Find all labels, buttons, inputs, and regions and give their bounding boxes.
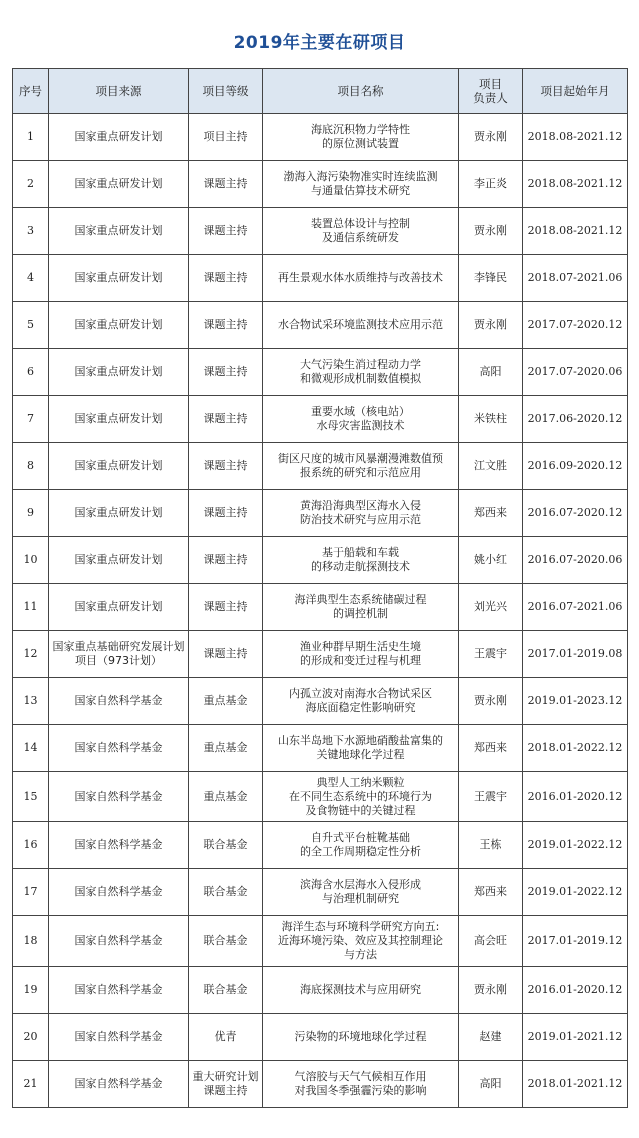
row-period-cell bbox=[523, 916, 628, 967]
row-level: 课题主持 bbox=[203, 224, 248, 237]
row-period-cell bbox=[523, 725, 628, 772]
row-leader-cell bbox=[459, 869, 523, 916]
row-period-cell bbox=[523, 1061, 628, 1108]
row-index: 18 bbox=[23, 934, 38, 947]
table-row bbox=[13, 537, 628, 584]
row-name-cell bbox=[263, 302, 459, 349]
row-source: 国家自然科学基金 bbox=[74, 983, 163, 996]
row-index-cell bbox=[13, 584, 49, 631]
table-row bbox=[13, 822, 628, 869]
row-source-cell bbox=[49, 114, 189, 161]
row-index-cell bbox=[13, 537, 49, 584]
row-index: 7 bbox=[27, 412, 34, 425]
row-name: 大气污染生消过程动力学 和微观形成机制数值模拟 bbox=[300, 358, 421, 385]
row-source: 国家自然科学基金 bbox=[74, 789, 163, 803]
row-level-cell bbox=[189, 1061, 263, 1108]
row-leader: 贾永刚 bbox=[474, 224, 507, 237]
row-level-cell bbox=[189, 490, 263, 537]
row-period-cell bbox=[523, 822, 628, 869]
row-index: 6 bbox=[27, 365, 34, 378]
row-period-cell bbox=[523, 490, 628, 537]
row-leader-cell bbox=[459, 1061, 523, 1108]
row-name: 水合物试采环境监测技术应用示范 bbox=[278, 318, 443, 331]
row-name: 自升式平台桩靴基础 的全工作周期稳定性分析 bbox=[300, 831, 421, 858]
row-leader: 郑西来 bbox=[474, 506, 507, 519]
row-source-cell bbox=[49, 396, 189, 443]
row-source-cell bbox=[49, 678, 189, 725]
row-index: 19 bbox=[23, 983, 38, 996]
row-source: 国家重点基础研究发展计划项目（973计划） bbox=[52, 640, 185, 667]
row-level-cell bbox=[189, 869, 263, 916]
row-leader-cell bbox=[459, 349, 523, 396]
row-level: 优青 bbox=[214, 1030, 237, 1043]
projects-table bbox=[12, 68, 628, 1108]
row-source: 国家自然科学基金 bbox=[74, 1077, 163, 1090]
row-leader: 赵建 bbox=[479, 1030, 502, 1043]
row-index: 20 bbox=[23, 1030, 38, 1043]
row-source-cell bbox=[49, 161, 189, 208]
row-index-cell bbox=[13, 208, 49, 255]
row-period: 2018.08-2021.12 bbox=[527, 177, 623, 190]
row-name: 街区尺度的城市风暴潮漫滩数值预 报系统的研究和示范应用 bbox=[278, 452, 443, 479]
row-source: 国家重点研发计划 bbox=[74, 459, 163, 472]
table-row bbox=[13, 349, 628, 396]
row-leader: 郑西来 bbox=[474, 741, 507, 754]
row-index: 15 bbox=[23, 789, 38, 803]
row-name-cell bbox=[263, 1061, 459, 1108]
row-leader: 王震宇 bbox=[474, 789, 507, 803]
row-name-cell bbox=[263, 490, 459, 537]
row-index: 12 bbox=[23, 647, 38, 660]
row-leader-cell bbox=[459, 161, 523, 208]
row-leader: 李锋民 bbox=[474, 271, 507, 284]
row-level-cell bbox=[189, 114, 263, 161]
row-name: 黄海沿海典型区海水入侵 防治技术研究与应用示范 bbox=[300, 499, 421, 526]
table-row bbox=[13, 584, 628, 631]
row-source-cell bbox=[49, 584, 189, 631]
row-period-cell bbox=[523, 161, 628, 208]
row-level-cell bbox=[189, 967, 263, 1014]
row-period-cell bbox=[523, 114, 628, 161]
row-name-cell bbox=[263, 443, 459, 490]
row-name-cell bbox=[263, 822, 459, 869]
row-index-cell bbox=[13, 916, 49, 967]
row-index: 4 bbox=[27, 271, 34, 284]
row-level: 重点基金 bbox=[203, 789, 248, 803]
row-period: 2017.01-2019.08 bbox=[527, 647, 623, 660]
table-row bbox=[13, 772, 628, 822]
row-level-cell bbox=[189, 916, 263, 967]
row-leader-cell bbox=[459, 537, 523, 584]
header-level: 项目等级 bbox=[189, 69, 263, 114]
row-name-cell bbox=[263, 772, 459, 822]
row-index: 5 bbox=[27, 318, 34, 331]
row-source: 国家重点研发计划 bbox=[74, 412, 163, 425]
row-name: 再生景观水体水质维持与改善技术 bbox=[278, 271, 443, 284]
header-source: 项目来源 bbox=[49, 69, 189, 114]
row-name: 海洋典型生态系统储碳过程 的调控机制 bbox=[294, 593, 427, 620]
row-source: 国家重点研发计划 bbox=[74, 318, 163, 331]
row-level: 重点基金 bbox=[203, 694, 248, 707]
row-period: 2018.08-2021.12 bbox=[527, 224, 623, 237]
row-level: 课题主持 bbox=[203, 506, 248, 519]
row-leader-cell bbox=[459, 443, 523, 490]
row-level: 课题主持 bbox=[203, 177, 248, 190]
table-row bbox=[13, 725, 628, 772]
row-level: 联合基金 bbox=[203, 983, 248, 996]
row-name-cell bbox=[263, 967, 459, 1014]
row-index: 2 bbox=[27, 177, 34, 190]
row-period: 2017.06-2020.12 bbox=[527, 412, 623, 425]
row-level-cell bbox=[189, 1014, 263, 1061]
row-index-cell bbox=[13, 678, 49, 725]
row-source-cell bbox=[49, 208, 189, 255]
row-level: 重大研究计划课题主持 bbox=[192, 1070, 259, 1097]
row-period-cell bbox=[523, 678, 628, 725]
row-name: 典型人工纳米颗粒 在不同生态系统中的环境行为 及食物链中的关键过程 bbox=[289, 775, 432, 817]
row-level-cell bbox=[189, 822, 263, 869]
row-period-cell bbox=[523, 631, 628, 678]
page-title: 2019年主要在研项目 bbox=[233, 33, 406, 53]
row-level: 项目主持 bbox=[203, 130, 248, 143]
table-row bbox=[13, 967, 628, 1014]
row-name: 污染物的环境地球化学过程 bbox=[294, 1030, 427, 1043]
row-name-cell bbox=[263, 161, 459, 208]
row-index-cell bbox=[13, 443, 49, 490]
table-row bbox=[13, 490, 628, 537]
row-index: 13 bbox=[23, 694, 38, 707]
row-leader-cell bbox=[459, 678, 523, 725]
row-level: 联合基金 bbox=[203, 885, 248, 898]
row-period: 2016.09-2020.12 bbox=[527, 459, 623, 472]
row-source-cell bbox=[49, 725, 189, 772]
header-row bbox=[13, 69, 628, 114]
row-period: 2016.07-2020.12 bbox=[527, 506, 623, 519]
row-level: 课题主持 bbox=[203, 459, 248, 472]
row-index: 11 bbox=[23, 600, 38, 613]
row-level-cell bbox=[189, 678, 263, 725]
row-source-cell bbox=[49, 967, 189, 1014]
row-leader-cell bbox=[459, 114, 523, 161]
row-level-cell bbox=[189, 208, 263, 255]
row-name-cell bbox=[263, 584, 459, 631]
row-index-cell bbox=[13, 822, 49, 869]
row-name-cell bbox=[263, 349, 459, 396]
row-name: 滨海含水层海水入侵形成 与治理机制研究 bbox=[300, 878, 421, 905]
row-index-cell bbox=[13, 967, 49, 1014]
row-period: 2019.01-2021.12 bbox=[527, 1030, 623, 1043]
row-leader: 贾永刚 bbox=[474, 694, 507, 707]
row-level-cell bbox=[189, 443, 263, 490]
row-name: 渔业种群早期生活史生境 的形成和变迁过程与机理 bbox=[300, 640, 421, 667]
row-source: 国家重点研发计划 bbox=[74, 130, 163, 143]
row-name: 气溶胶与天气气候相互作用 对我国冬季强霾污染的影响 bbox=[294, 1070, 427, 1097]
row-leader-cell bbox=[459, 822, 523, 869]
row-level: 课题主持 bbox=[203, 318, 248, 331]
row-source: 国家重点研发计划 bbox=[74, 271, 163, 284]
row-level: 联合基金 bbox=[203, 934, 248, 947]
row-index: 17 bbox=[23, 885, 38, 898]
header-period: 项目起始年月 bbox=[523, 69, 628, 114]
row-name-cell bbox=[263, 916, 459, 967]
row-index-cell bbox=[13, 1061, 49, 1108]
row-index-cell bbox=[13, 349, 49, 396]
row-leader: 李正炎 bbox=[474, 177, 507, 190]
row-name: 内孤立波对南海水合物试采区 海底面稳定性影响研究 bbox=[289, 687, 432, 714]
row-period: 2016.07-2021.06 bbox=[527, 600, 623, 613]
row-period-cell bbox=[523, 537, 628, 584]
row-name-cell bbox=[263, 396, 459, 443]
row-source: 国家自然科学基金 bbox=[74, 885, 163, 898]
row-name-cell bbox=[263, 725, 459, 772]
table-row bbox=[13, 114, 628, 161]
row-name-cell bbox=[263, 1014, 459, 1061]
row-leader-cell bbox=[459, 255, 523, 302]
row-level-cell bbox=[189, 255, 263, 302]
row-name: 海洋生态与环境科学研究方向五: 近海环境污染、效应及其控制理论 与方法 bbox=[278, 920, 443, 961]
row-source: 国家重点研发计划 bbox=[74, 177, 163, 190]
row-source-cell bbox=[49, 822, 189, 869]
row-name-cell bbox=[263, 537, 459, 584]
row-index-cell bbox=[13, 396, 49, 443]
row-index: 3 bbox=[27, 224, 34, 237]
row-leader: 江文胜 bbox=[474, 459, 507, 472]
row-leader-cell bbox=[459, 631, 523, 678]
row-leader-cell bbox=[459, 967, 523, 1014]
row-period: 2016.01-2020.12 bbox=[527, 983, 623, 996]
row-leader: 高阳 bbox=[479, 365, 502, 378]
table-row bbox=[13, 1061, 628, 1108]
row-source: 国家自然科学基金 bbox=[74, 934, 163, 947]
row-leader-cell bbox=[459, 490, 523, 537]
row-period-cell bbox=[523, 1014, 628, 1061]
row-level-cell bbox=[189, 161, 263, 208]
row-index: 8 bbox=[27, 459, 34, 472]
row-name: 渤海入海污染物准实时连续监测 与通量估算技术研究 bbox=[283, 170, 438, 197]
row-leader-cell bbox=[459, 725, 523, 772]
row-level-cell bbox=[189, 349, 263, 396]
row-source-cell bbox=[49, 255, 189, 302]
row-leader: 高阳 bbox=[479, 1077, 502, 1090]
row-index-cell bbox=[13, 161, 49, 208]
table-row bbox=[13, 1014, 628, 1061]
row-period: 2016.01-2020.12 bbox=[527, 789, 623, 803]
table-row bbox=[13, 678, 628, 725]
row-leader-cell bbox=[459, 208, 523, 255]
row-source-cell bbox=[49, 490, 189, 537]
row-level-cell bbox=[189, 631, 263, 678]
row-source-cell bbox=[49, 1061, 189, 1108]
row-period: 2018.07-2021.06 bbox=[527, 271, 623, 284]
row-name-cell bbox=[263, 208, 459, 255]
row-level: 重点基金 bbox=[203, 741, 248, 754]
row-level-cell bbox=[189, 772, 263, 822]
row-period-cell bbox=[523, 208, 628, 255]
row-leader: 贾永刚 bbox=[474, 318, 507, 331]
row-name: 重要水域（核电站） 水母灾害监测技术 bbox=[311, 405, 410, 432]
table-row bbox=[13, 208, 628, 255]
row-index: 10 bbox=[23, 553, 38, 566]
row-period-cell bbox=[523, 443, 628, 490]
row-level: 课题主持 bbox=[203, 647, 248, 660]
table-row bbox=[13, 916, 628, 967]
row-leader: 刘光兴 bbox=[474, 600, 507, 613]
row-period-cell bbox=[523, 396, 628, 443]
table-row bbox=[13, 161, 628, 208]
row-index: 14 bbox=[23, 741, 38, 754]
row-index: 1 bbox=[27, 130, 34, 143]
row-period-cell bbox=[523, 869, 628, 916]
row-name-cell bbox=[263, 678, 459, 725]
row-name: 山东半岛地下水源地硝酸盐富集的 关键地球化学过程 bbox=[278, 734, 443, 761]
row-index-cell bbox=[13, 302, 49, 349]
row-period: 2018.08-2021.12 bbox=[527, 130, 623, 143]
row-period-cell bbox=[523, 302, 628, 349]
row-period-cell bbox=[523, 349, 628, 396]
row-index-cell bbox=[13, 631, 49, 678]
row-leader: 王震宇 bbox=[474, 647, 507, 660]
row-index-cell bbox=[13, 725, 49, 772]
row-period: 2019.01-2023.12 bbox=[527, 694, 623, 707]
header-leader-label: 项目 负责人 bbox=[473, 77, 508, 105]
row-level-cell bbox=[189, 584, 263, 631]
row-index: 16 bbox=[23, 838, 38, 851]
row-name: 装置总体设计与控制 及通信系统研发 bbox=[311, 217, 410, 244]
table-row bbox=[13, 869, 628, 916]
row-index-cell bbox=[13, 490, 49, 537]
row-source-cell bbox=[49, 1014, 189, 1061]
row-period-cell bbox=[523, 967, 628, 1014]
header-index: 序号 bbox=[13, 69, 49, 114]
row-leader-cell bbox=[459, 916, 523, 967]
row-leader-cell bbox=[459, 302, 523, 349]
row-level: 课题主持 bbox=[203, 553, 248, 566]
row-source: 国家重点研发计划 bbox=[74, 506, 163, 519]
row-leader: 姚小红 bbox=[474, 553, 507, 566]
row-name-cell bbox=[263, 869, 459, 916]
row-period: 2016.07-2020.06 bbox=[527, 553, 623, 566]
table-row bbox=[13, 396, 628, 443]
row-leader-cell bbox=[459, 584, 523, 631]
row-index: 9 bbox=[27, 506, 34, 519]
row-source-cell bbox=[49, 443, 189, 490]
row-index: 21 bbox=[23, 1077, 38, 1090]
table-row bbox=[13, 302, 628, 349]
row-level: 联合基金 bbox=[203, 838, 248, 851]
row-level: 课题主持 bbox=[203, 271, 248, 284]
row-source-cell bbox=[49, 772, 189, 822]
row-index-cell bbox=[13, 114, 49, 161]
row-leader: 郑西来 bbox=[474, 885, 507, 898]
row-period-cell bbox=[523, 772, 628, 822]
row-source-cell bbox=[49, 869, 189, 916]
row-source: 国家重点研发计划 bbox=[74, 224, 163, 237]
row-level: 课题主持 bbox=[203, 365, 248, 378]
row-index-cell bbox=[13, 772, 49, 822]
row-leader: 高会旺 bbox=[474, 934, 507, 947]
row-source: 国家自然科学基金 bbox=[74, 694, 163, 707]
row-index-cell bbox=[13, 255, 49, 302]
row-name: 海底探测技术与应用研究 bbox=[300, 983, 421, 996]
row-name-cell bbox=[263, 631, 459, 678]
row-level-cell bbox=[189, 302, 263, 349]
row-name-cell bbox=[263, 114, 459, 161]
row-source-cell bbox=[49, 537, 189, 584]
row-leader: 王栋 bbox=[479, 838, 502, 851]
row-period: 2017.01-2019.12 bbox=[527, 934, 623, 947]
row-leader-cell bbox=[459, 772, 523, 822]
row-source: 国家自然科学基金 bbox=[74, 838, 163, 851]
row-period: 2018.01-2022.12 bbox=[527, 741, 623, 754]
header-leader bbox=[459, 69, 523, 114]
row-source-cell bbox=[49, 349, 189, 396]
row-leader-cell bbox=[459, 1014, 523, 1061]
row-index-cell bbox=[13, 1014, 49, 1061]
row-leader: 贾永刚 bbox=[474, 130, 507, 143]
row-period: 2019.01-2022.12 bbox=[527, 885, 623, 898]
row-period: 2018.01-2021.12 bbox=[527, 1077, 623, 1090]
row-leader: 米铁柱 bbox=[474, 412, 507, 425]
row-source: 国家重点研发计划 bbox=[74, 600, 163, 613]
row-level: 课题主持 bbox=[203, 412, 248, 425]
row-source-cell bbox=[49, 916, 189, 967]
table-row bbox=[13, 255, 628, 302]
row-source: 国家自然科学基金 bbox=[74, 741, 163, 754]
row-level-cell bbox=[189, 537, 263, 584]
row-source-cell bbox=[49, 631, 189, 678]
row-name: 海底沉积物力学特性 的原位测试装置 bbox=[311, 123, 410, 150]
row-period: 2017.07-2020.12 bbox=[527, 318, 623, 331]
row-period: 2019.01-2022.12 bbox=[527, 838, 623, 851]
row-name: 基于船载和车载 的移动走航探测技术 bbox=[311, 546, 410, 573]
row-period-cell bbox=[523, 584, 628, 631]
row-leader-cell bbox=[459, 396, 523, 443]
header-name: 项目名称 bbox=[263, 69, 459, 114]
table-row bbox=[13, 443, 628, 490]
row-source: 国家自然科学基金 bbox=[74, 1030, 163, 1043]
row-period: 2017.07-2020.06 bbox=[527, 365, 623, 378]
row-source-cell bbox=[49, 302, 189, 349]
row-source: 国家重点研发计划 bbox=[74, 365, 163, 378]
row-level: 课题主持 bbox=[203, 600, 248, 613]
row-level-cell bbox=[189, 396, 263, 443]
row-name-cell bbox=[263, 255, 459, 302]
row-level-cell bbox=[189, 725, 263, 772]
row-index-cell bbox=[13, 869, 49, 916]
row-source: 国家重点研发计划 bbox=[74, 553, 163, 566]
table-row bbox=[13, 631, 628, 678]
row-leader: 贾永刚 bbox=[474, 983, 507, 996]
row-period-cell bbox=[523, 255, 628, 302]
